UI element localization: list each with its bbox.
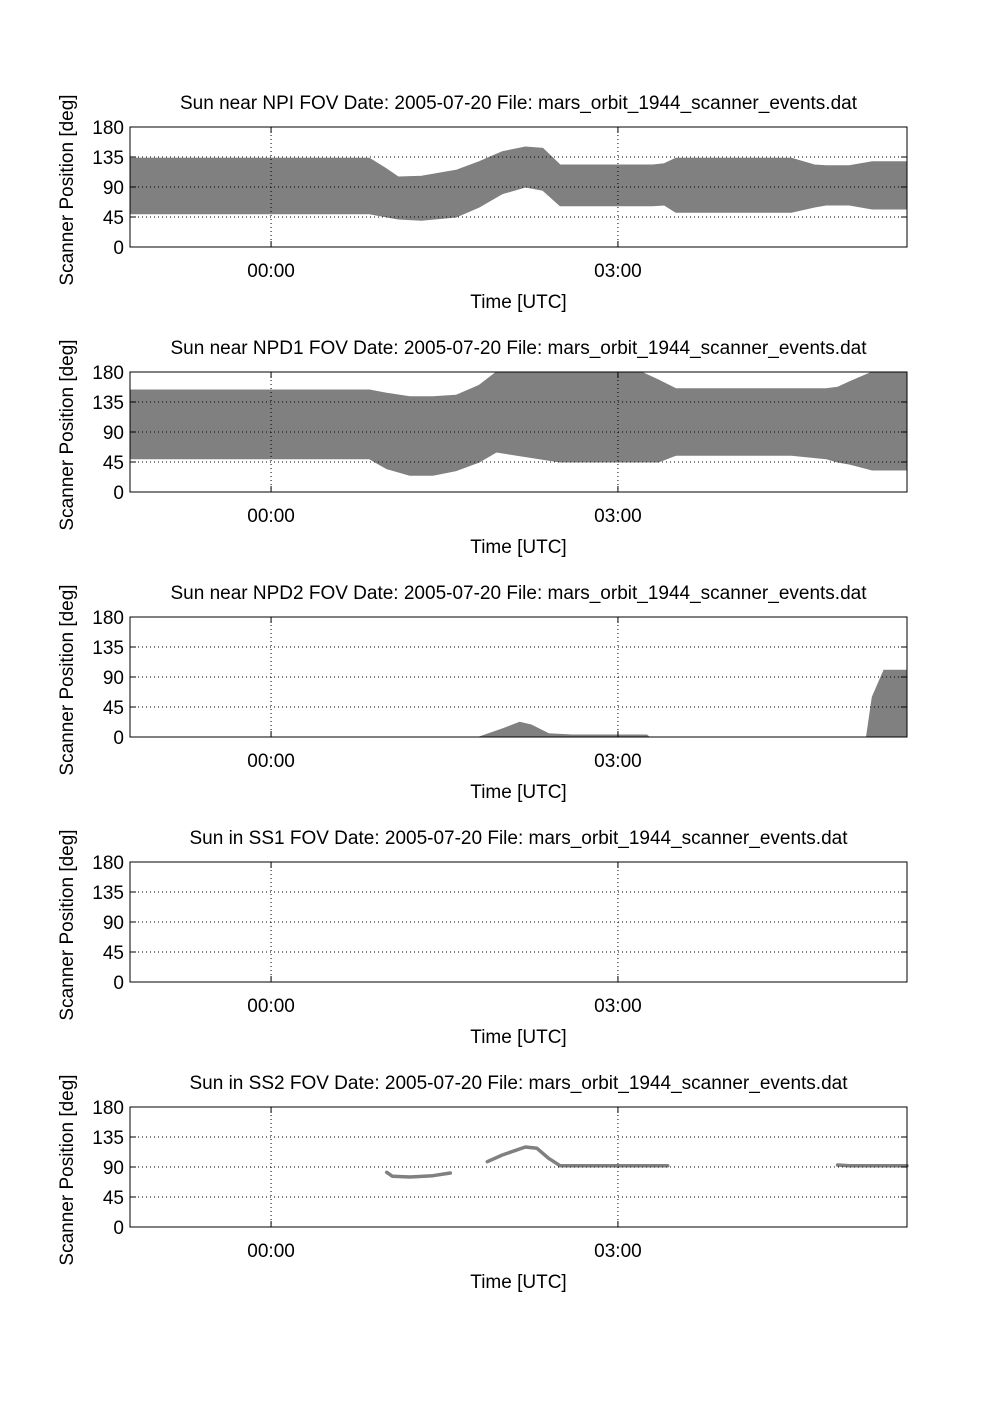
y-tick-label: 90 — [102, 913, 124, 934]
y-tick-label: 180 — [92, 608, 124, 629]
chart-panel-4 — [57, 828, 907, 1048]
y-tick-label: 135 — [92, 883, 124, 904]
x-tick-label: 00:00 — [247, 996, 295, 1017]
x-tick-label: 00:00 — [247, 506, 295, 527]
y-tick-label: 135 — [92, 393, 124, 414]
x-tick-label: 00:00 — [247, 261, 295, 282]
y-tick-label: 180 — [92, 118, 124, 139]
chart-panel-2 — [57, 338, 907, 558]
x-tick-label: 00:00 — [247, 1241, 295, 1262]
y-tick-label: 45 — [102, 698, 124, 719]
chart-title: Sun in SS1 FOV Date: 2005-07-20 File: mars_orbit_1944_scanner_events.dat — [189, 828, 848, 849]
y-tick-label: 45 — [102, 208, 124, 229]
x-tick-label: 00:00 — [247, 751, 295, 772]
x-tick-label: 03:00 — [594, 751, 642, 772]
y-tick-label: 90 — [102, 178, 124, 199]
x-tick-label: 03:00 — [594, 996, 642, 1017]
chart-title: Sun near NPI FOV Date: 2005-07-20 File: mars_orbit_1944_scanner_events.dat — [180, 93, 857, 114]
y-tick-label: 0 — [113, 728, 124, 749]
y-tick-label: 90 — [102, 1158, 124, 1179]
y-tick-label: 180 — [92, 853, 124, 874]
y-tick-label: 90 — [102, 423, 124, 444]
y-tick-label: 45 — [102, 943, 124, 964]
x-axis-label: Time [UTC] — [470, 537, 567, 558]
x-tick-label: 03:00 — [594, 1241, 642, 1262]
x-tick-label: 03:00 — [594, 261, 642, 282]
x-tick-label: 03:00 — [594, 506, 642, 527]
chart-panel-1 — [57, 93, 907, 313]
chart-title: Sun near NPD2 FOV Date: 2005-07-20 File: mars_orbit_1944_scanner_events.dat — [170, 583, 867, 604]
y-axis-label: Scanner Position [deg] — [57, 339, 78, 531]
chart-title: Sun near NPD1 FOV Date: 2005-07-20 File: mars_orbit_1944_scanner_events.dat — [170, 338, 867, 359]
chart-panel-3 — [57, 583, 907, 803]
scanner-line-segment-4 — [838, 1165, 907, 1166]
x-axis-label: Time [UTC] — [470, 1027, 567, 1048]
y-tick-label: 180 — [92, 363, 124, 384]
y-axis-label: Scanner Position [deg] — [57, 829, 78, 1021]
x-axis-label: Time [UTC] — [470, 1272, 567, 1293]
y-tick-label: 0 — [113, 1218, 124, 1239]
y-axis-label: Scanner Position [deg] — [57, 1074, 78, 1266]
y-axis-label: Scanner Position [deg] — [57, 94, 78, 286]
y-tick-label: 45 — [102, 1188, 124, 1209]
chart-panel-5 — [57, 1073, 907, 1293]
y-tick-label: 0 — [113, 238, 124, 259]
y-tick-label: 135 — [92, 148, 124, 169]
y-tick-label: 135 — [92, 638, 124, 659]
y-tick-label: 0 — [113, 973, 124, 994]
y-tick-label: 45 — [102, 453, 124, 474]
y-tick-label: 180 — [92, 1098, 124, 1119]
y-tick-label: 0 — [113, 483, 124, 504]
y-tick-label: 90 — [102, 668, 124, 689]
x-axis-label: Time [UTC] — [470, 782, 567, 803]
x-axis-label: Time [UTC] — [470, 292, 567, 313]
y-axis-label: Scanner Position [deg] — [57, 584, 78, 776]
chart-title: Sun in SS2 FOV Date: 2005-07-20 File: mars_orbit_1944_scanner_events.dat — [189, 1073, 848, 1094]
y-tick-label: 135 — [92, 1128, 124, 1149]
